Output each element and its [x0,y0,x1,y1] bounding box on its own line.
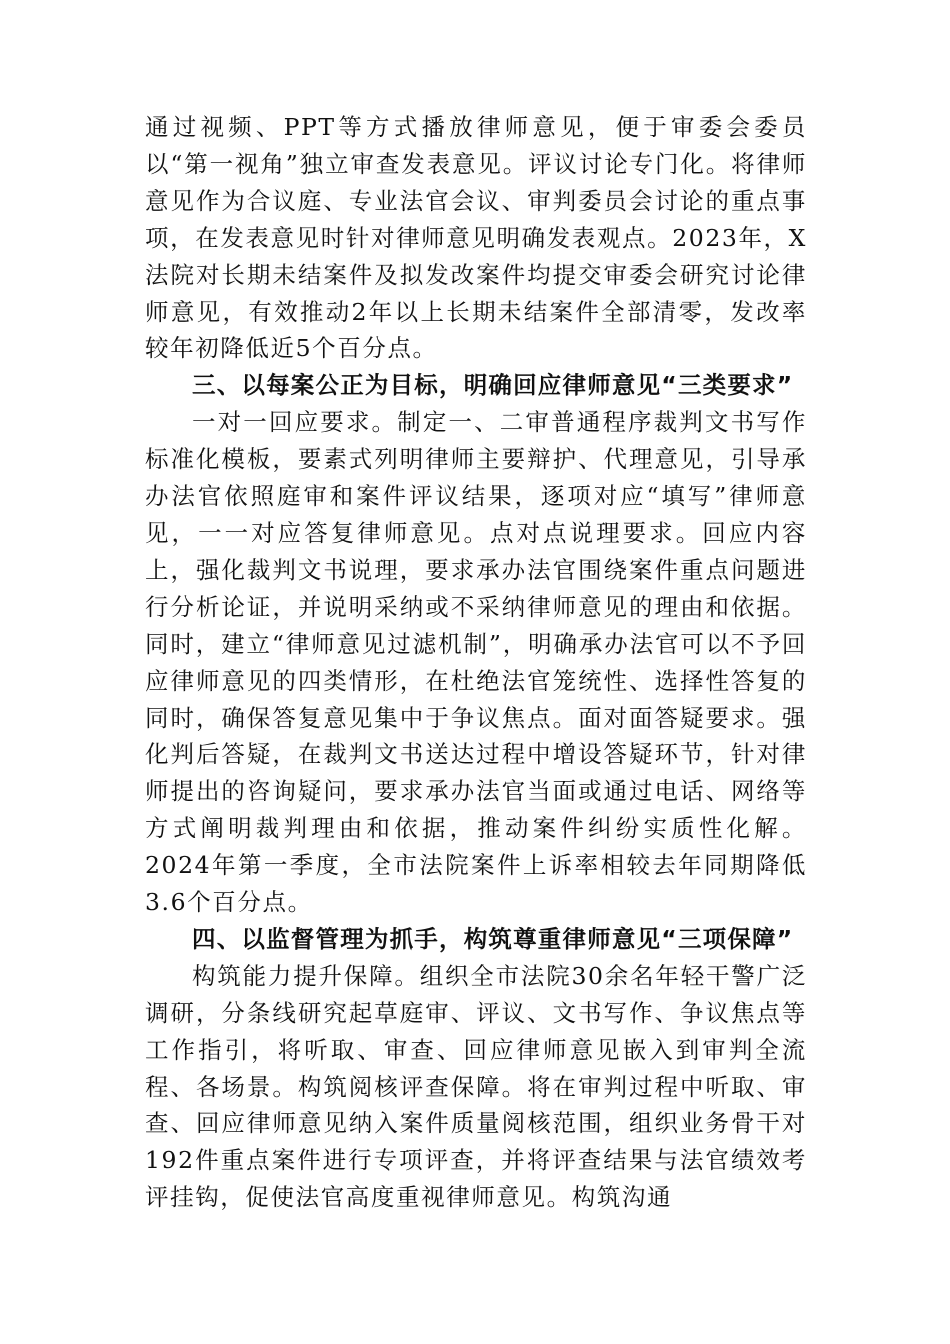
section-heading-4: 四、以监督管理为抓手，构筑尊重律师意见“三项保障” [192,924,794,953]
section-heading-3: 三、以每案公正为目标，明确回应律师意见“三类要求” [192,371,794,400]
body-paragraph-2: 一对一回应要求。制定一、二审普通程序裁判文书写作标准化模板，要素式列明律师主要辩护、代理意见，引导承办法官依照庭审和案件评议结果，逐项对应“填写”律师意见，一一对应答复律师意见。点对点说理要求。回应内容上，强化裁判文书说理，要求承办法官围绕案件重点问题进行分析论证，并说明采纳或不采纳律师意见的理由和依据。同时，建立“律师意见过滤机制”，明确承办法官可以不予回应律师意见的四类情形，在杜绝法官笼统性、选择性答复的同时，确保答复意见集中于争议焦点。面对面答疑要求。强化判后答疑，在裁判文书送达过程中增设答疑环节，针对律师提出的咨询疑问，要求承办法官当面或通过电话、网络等方式阐明裁判理由和依据，推动案件纠纷实质性化解。2024年第一季度，全市法院案件上诉率相较去年同期降低3.6个百分点。 [145,408,807,917]
document-body [145,109,807,1216]
body-paragraph-1: 通过视频、PPT等方式播放律师意见，便于审委会委员以“第一视角”独立审查发表意见。评议讨论专门化。将律师意见作为合议庭、专业法官会议、审判委员会讨论的重点事项，在发表意见时针对律师意见明确发表观点。2023年，X法院对长期未结案件及拟发改案件均提交审委会研究讨论律师意见，有效推动2年以上长期未结案件全部清零，发改率较年初降低近5个百分点。 [145,113,807,363]
body-paragraph-3: 构筑能力提升保障。组织全市法院30余名年轻干警广泛调研，分条线研究起草庭审、评议、文书写作、争议焦点等工作指引，将听取、审查、回应律师意见嵌入到审判全流程、各场景。构筑阅核评查保障。将在审判过程中听取、审查、回应律师意见纳入案件质量阅核范围，组织业务骨干对192件重点案件进行专项评查，并将评查结果与法官绩效考评挂钩，促使法官高度重视律师意见。构筑沟通 [145,961,807,1212]
